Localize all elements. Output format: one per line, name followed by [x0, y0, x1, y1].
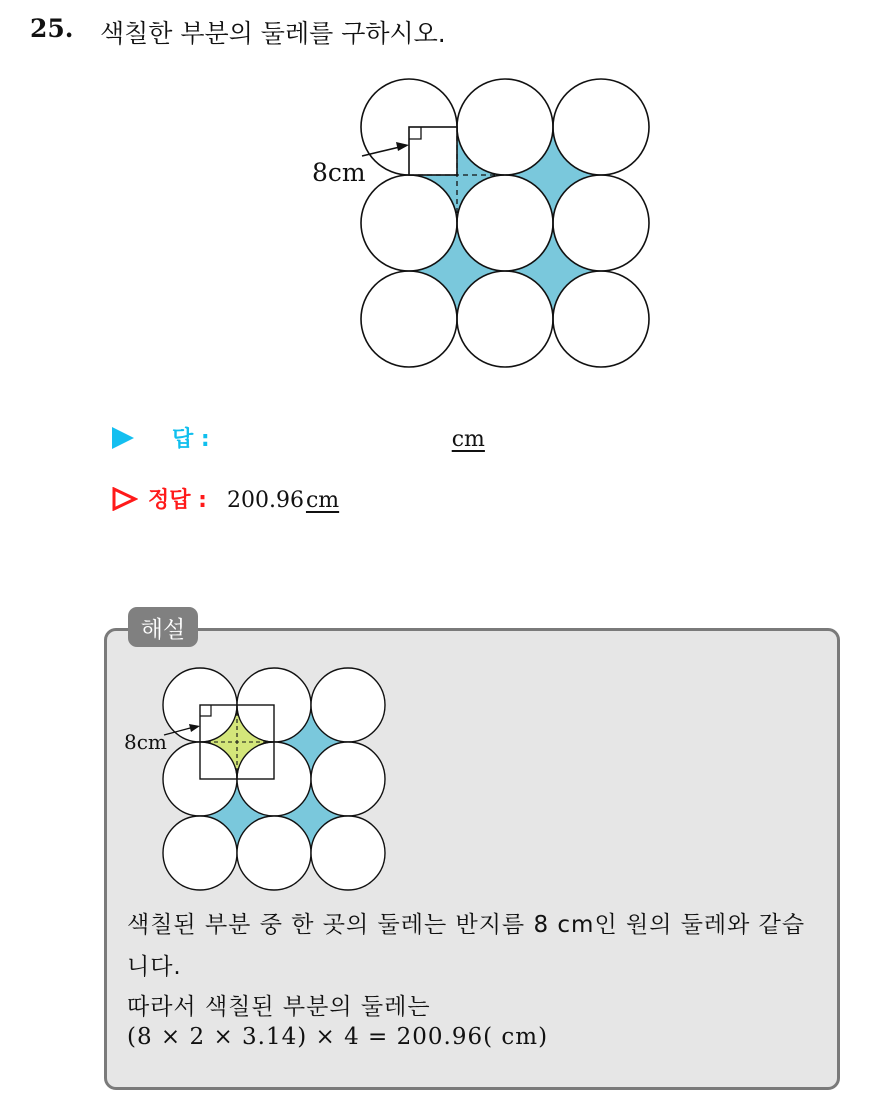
correct-answer-row — [112, 483, 339, 514]
solution-line-2: 니다. — [127, 954, 182, 980]
arrow-head — [396, 142, 409, 151]
correct-value: 200.96 — [226, 488, 304, 513]
correct-marker-icon — [112, 487, 138, 511]
shaded-region — [409, 223, 505, 319]
circle-grid-figure — [300, 70, 660, 380]
solution-radius-label: 8cm — [124, 730, 167, 754]
answer-unit: cm — [451, 427, 485, 452]
correct-unit: cm — [305, 488, 340, 513]
answer-label: 답 : — [172, 427, 210, 452]
solution-line-4: (8 × 2 × 3.14) × 4 = 200.96( cm) — [127, 1024, 549, 1050]
radius-label: 8cm — [312, 158, 366, 187]
solution-tag: 해설 — [128, 607, 198, 647]
solution-figure — [112, 660, 402, 900]
solution-line-3: 따라서 색칠된 부분의 둘레는 — [127, 994, 431, 1020]
question-text: 색칠한 부분의 둘레를 구하시오. — [100, 19, 446, 48]
shaded-region — [505, 223, 601, 319]
answer-marker-icon — [112, 427, 134, 449]
square-outline — [409, 127, 457, 175]
shaded-region — [505, 127, 601, 223]
answer-row — [112, 422, 485, 453]
circles — [361, 79, 649, 367]
correct-label: 정답 : — [148, 488, 207, 513]
question-number: 25. — [30, 14, 74, 43]
solution-line-1: 색칠된 부분 중 한 곳의 둘레는 반지름 8 cm인 원의 둘레와 같습 — [127, 912, 806, 938]
